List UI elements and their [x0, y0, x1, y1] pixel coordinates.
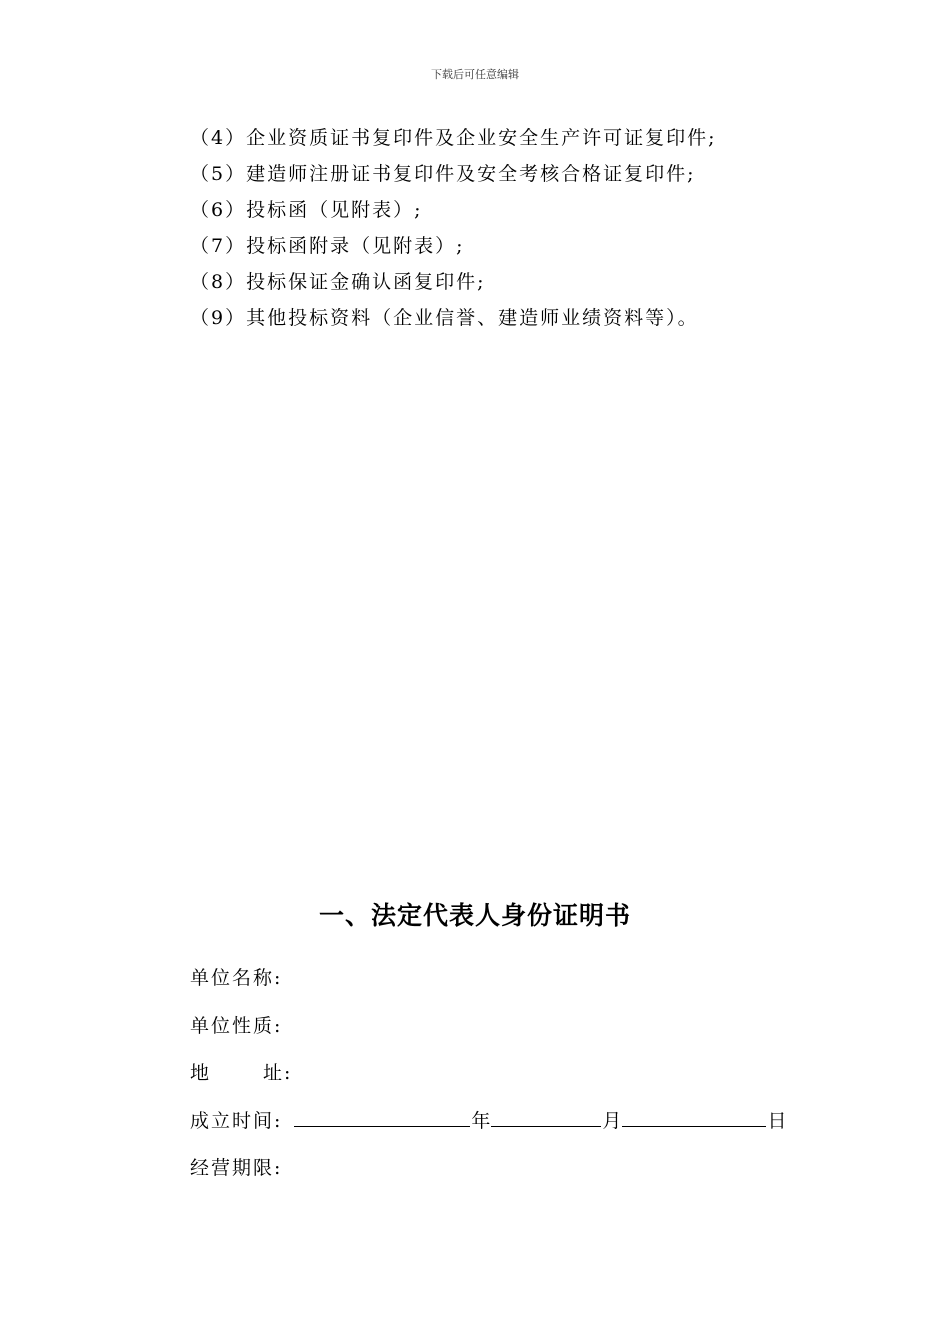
established-row	[190, 1098, 830, 1146]
identity-form	[190, 955, 830, 1193]
address-row	[190, 1050, 830, 1098]
list-item: （7）投标函附录（见附表）;	[190, 235, 465, 257]
day-blank[interactable]	[622, 1104, 766, 1127]
unit-nature-row	[190, 1003, 830, 1051]
unit-name-row	[190, 955, 830, 1003]
document-list	[190, 120, 890, 336]
list-item: （5）建造师注册证书复印件及安全考核合格证复印件;	[190, 163, 696, 185]
unit-name-label: 单位名称:	[190, 967, 283, 989]
list-item: （9）其他投标资料（企业信誉、建造师业绩资料等）。	[190, 307, 699, 329]
page-header: 下载后可任意编辑	[431, 68, 519, 81]
address-label-char1: 地	[190, 1062, 212, 1084]
month-label: 月	[602, 1109, 622, 1132]
section-title: 一、法定代表人身份证明书	[318, 901, 631, 930]
year-label: 年	[471, 1109, 491, 1132]
business-term-label: 经营期限:	[190, 1157, 283, 1179]
address-label-char2: 址:	[263, 1062, 293, 1084]
year-blank[interactable]	[294, 1104, 470, 1127]
unit-nature-label: 单位性质:	[190, 1014, 283, 1037]
list-item: （4）企业资质证书复印件及企业安全生产许可证复印件;	[190, 127, 717, 149]
business-term-row	[190, 1145, 830, 1193]
established-label: 成立时间:	[190, 1109, 283, 1132]
list-item: （6）投标函（见附表）;	[190, 199, 423, 221]
day-label: 日	[767, 1109, 787, 1132]
list-item: （8）投标保证金确认函复印件;	[190, 271, 486, 293]
month-blank[interactable]	[491, 1104, 601, 1127]
